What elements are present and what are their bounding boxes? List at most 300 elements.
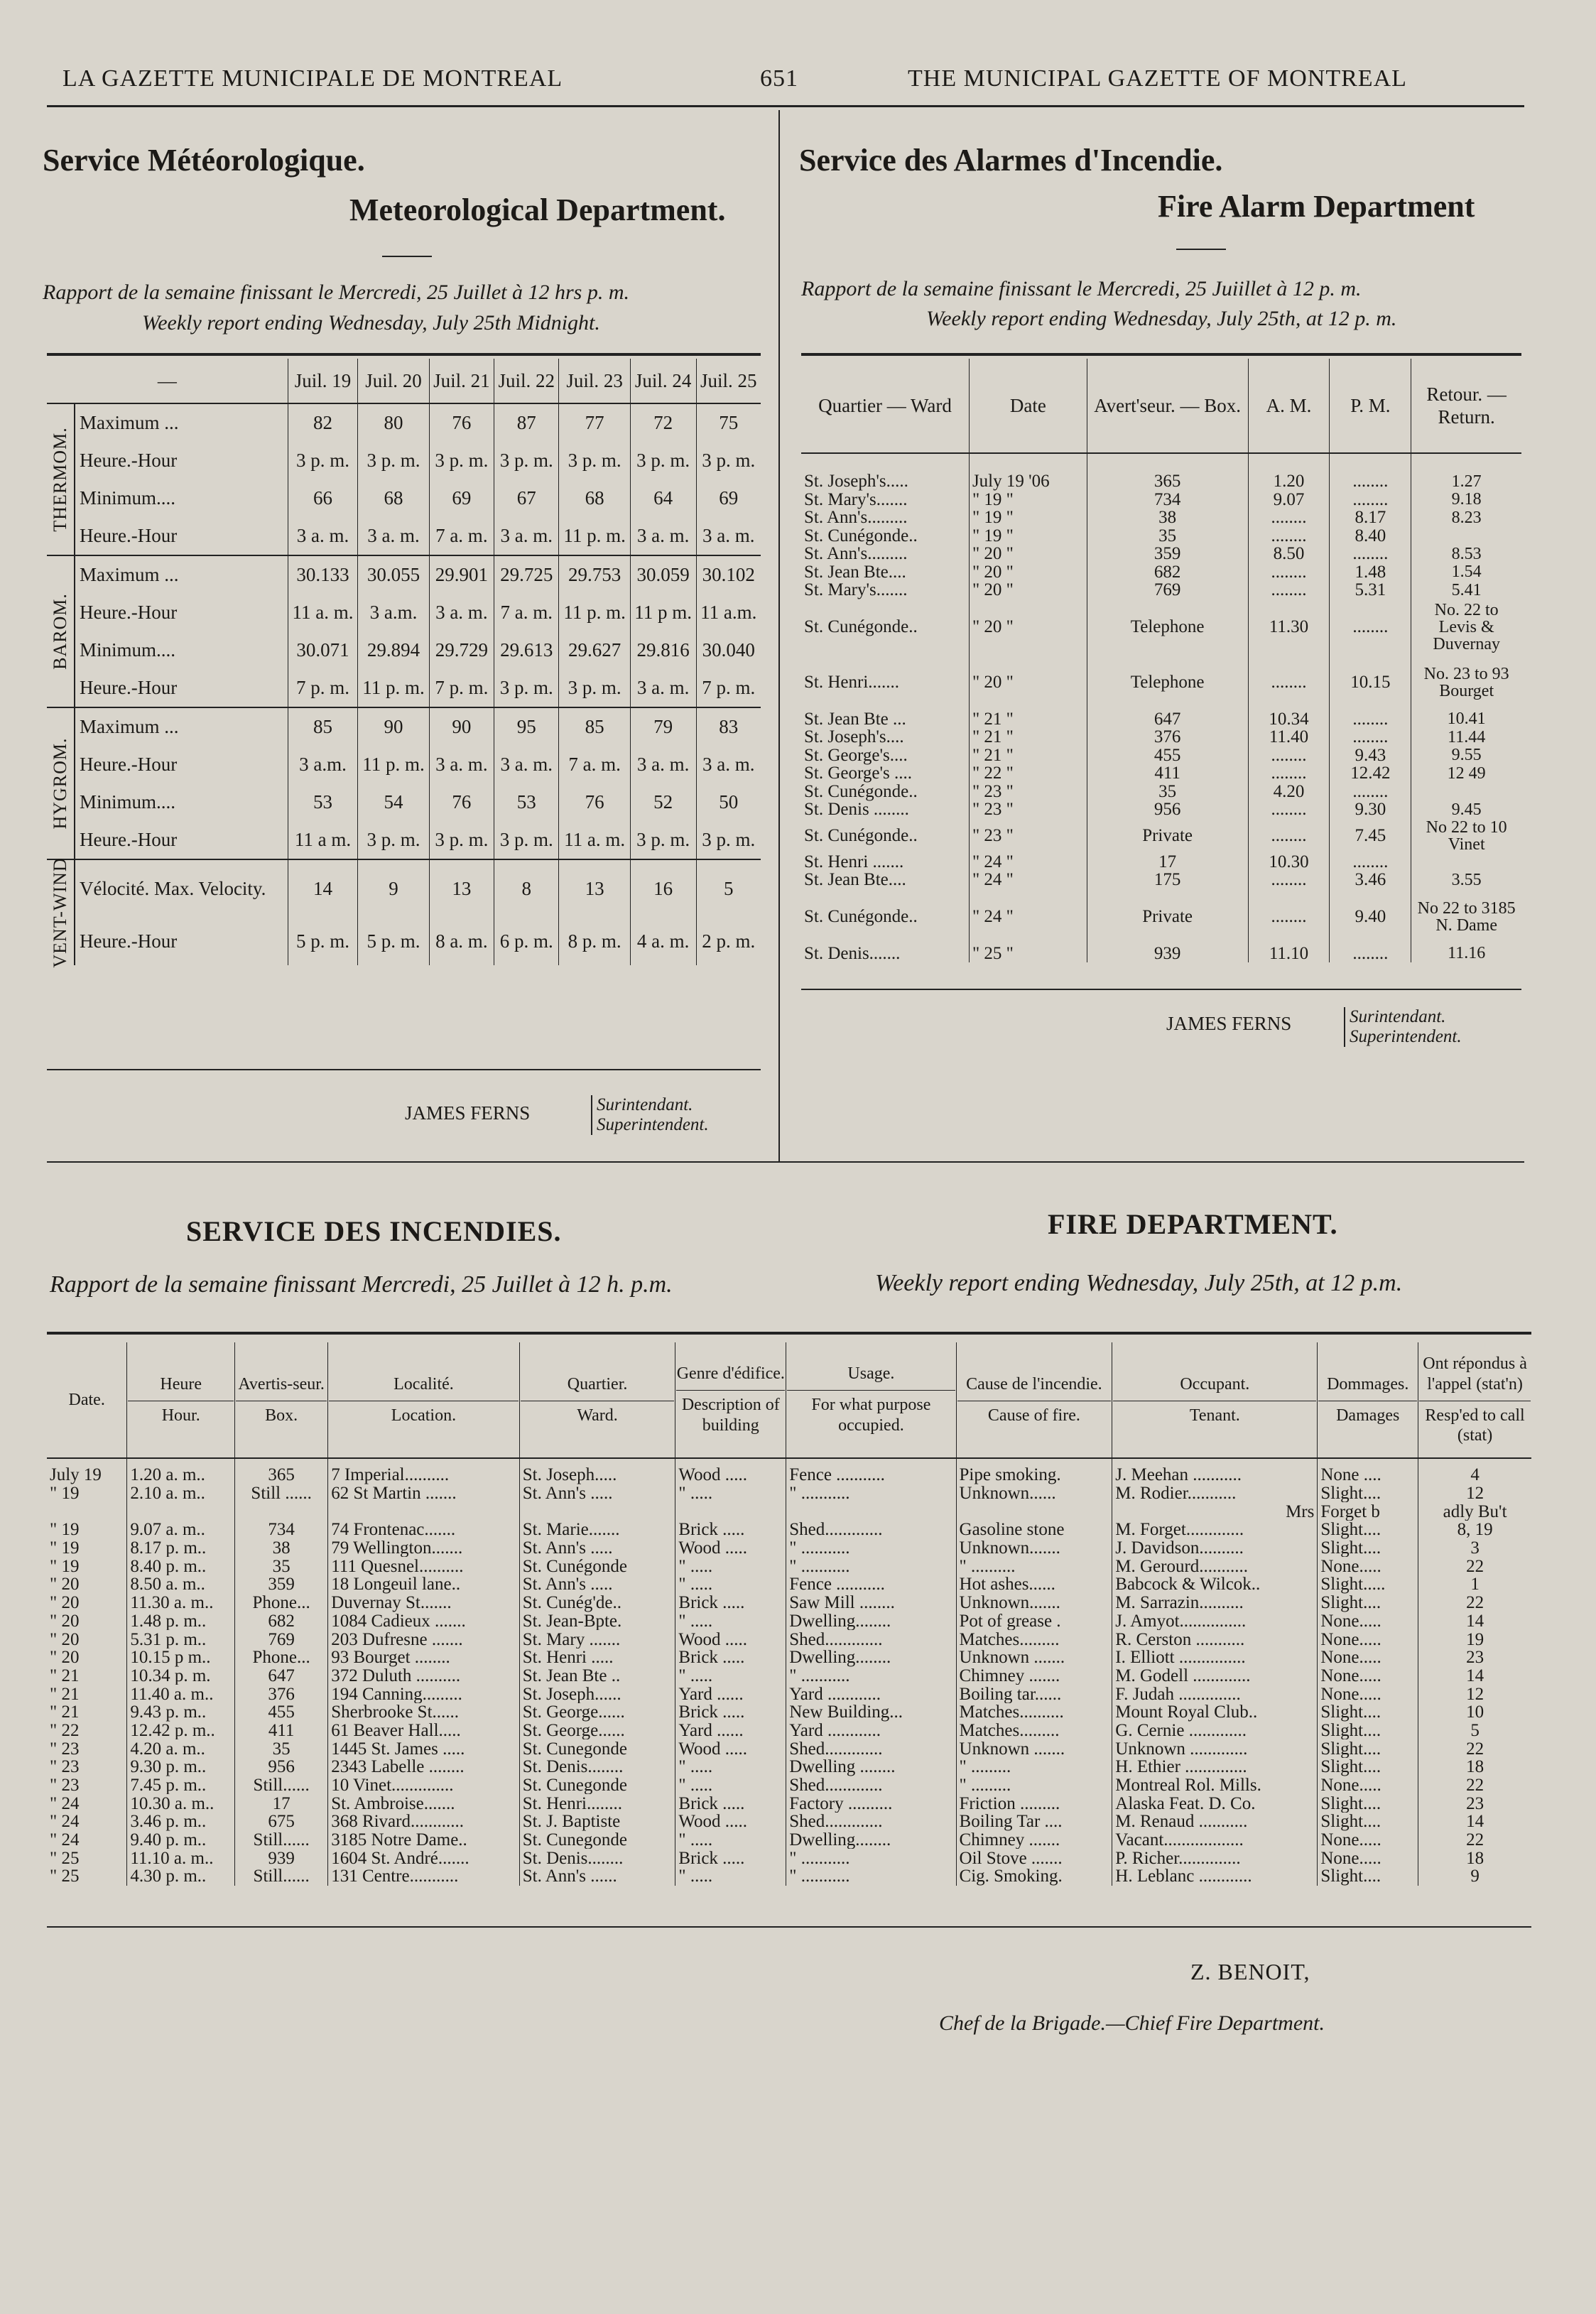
fire-cell: 9.30 p. m.. <box>127 1758 235 1776</box>
fire-cell: " ..... <box>675 1776 786 1795</box>
alarm-cell: 8.53 <box>1411 545 1521 563</box>
meteo-cell: 79 <box>630 707 696 746</box>
meteo-group-label <box>47 707 75 859</box>
fire-cell: 10.15 p m.. <box>127 1648 235 1667</box>
fire-cell: Dwelling........ <box>786 1648 956 1667</box>
fire-cell: J. Davidson.......... <box>1112 1539 1318 1558</box>
meteo-row-label: Maximum ... <box>80 412 179 433</box>
meteo-cell: 72 <box>630 403 696 442</box>
fire-cell: 675 <box>235 1813 328 1831</box>
fire-cell: R. Cerston ........... <box>1112 1630 1318 1648</box>
meteo-cell: 29.725 <box>494 555 559 594</box>
fire-cell: Slight.... <box>1318 1739 1418 1758</box>
meteo-cell: 3 a. m. <box>494 517 559 555</box>
alarm-cell: 682 <box>1087 563 1248 582</box>
fire-cell: St. Henri........ <box>519 1794 675 1813</box>
fire-cell: Dwelling ........ <box>786 1758 956 1776</box>
alarm-cell: " 23 " <box>969 800 1087 819</box>
fire-cell: St. Ann's ..... <box>519 1539 675 1558</box>
fire-cell: St. J. Baptiste <box>519 1813 675 1831</box>
meteo-cell: 3 a. m. <box>630 517 696 555</box>
meteo-row-label: Heure.-Hour <box>80 602 178 623</box>
fire-cell: None..... <box>1318 1685 1418 1703</box>
header-right: THE MUNICIPAL GAZETTE OF MONTREAL <box>908 65 1407 92</box>
meteo-cell: 30.133 <box>288 555 358 594</box>
meteo-cell: 30.055 <box>358 555 429 594</box>
alarm-report-en: Weekly report ending Wednesday, July 25th, at 12 p. m. <box>926 307 1397 330</box>
alarm-row <box>801 581 1521 599</box>
fire-cell: St. Ann's ..... <box>519 1484 675 1503</box>
alarm-cell: " 20 " <box>969 655 1087 710</box>
fire-row <box>47 1867 1531 1886</box>
alarm-cell: ........ <box>1330 545 1411 563</box>
alarm-cell: " 24 " <box>969 889 1087 945</box>
meteo-cell: 3 a.m. <box>358 594 429 631</box>
fire-cell: 22 <box>1418 1831 1531 1849</box>
fire-col-header <box>956 1342 1112 1458</box>
fire-cell: St. Jean Bte .. <box>519 1667 675 1685</box>
meteo-row <box>47 517 761 555</box>
alarm-cell: 4.20 <box>1248 783 1330 801</box>
meteo-group-name: HYGROM. <box>50 737 70 830</box>
meteo-cell: 3 a. m. <box>630 746 696 783</box>
alarm-cell: 12.42 <box>1330 764 1411 783</box>
fire-cell: 93 Bourget ........ <box>328 1648 520 1667</box>
fire-cell: Slight.... <box>1318 1594 1418 1612</box>
fire-cell: 18 Longeuil lane.. <box>328 1575 520 1594</box>
alarm-cell: No 22 to 3185 N. Dame <box>1411 889 1521 945</box>
fire-cell: Unknown....... <box>956 1594 1112 1612</box>
fire-cell: Unknown...... <box>956 1484 1112 1503</box>
meteo-cell: 90 <box>358 707 429 746</box>
fire-cell: 8, 19 <box>1418 1521 1531 1539</box>
column-divider <box>778 110 780 1161</box>
fire-col-subtitle: Hour. <box>128 1401 234 1426</box>
meteo-cell: 5 p. m. <box>288 917 358 965</box>
fire-signature: Z. BENOIT, <box>1190 1959 1310 1984</box>
alarm-cell: 1.54 <box>1411 563 1521 582</box>
fire-cell: Still...... <box>235 1831 328 1849</box>
fire-cell: Slight.... <box>1318 1758 1418 1776</box>
meteo-cell: 76 <box>559 783 630 821</box>
fire-cell: " 24 <box>50 1813 80 1831</box>
meteo-cell: 7 a. m. <box>429 517 494 555</box>
alarm-col-header: Retour. — Return. <box>1411 359 1521 453</box>
fire-cell: " 23 <box>50 1739 80 1758</box>
fire-cell: Slight.... <box>1318 1867 1418 1886</box>
fire-cell: 647 <box>235 1667 328 1685</box>
meteo-sig-en: Superintendent. <box>597 1115 709 1134</box>
meteo-cell: 54 <box>358 783 429 821</box>
fire-row <box>47 1703 1531 1722</box>
fire-cell: " 20 <box>50 1612 80 1631</box>
alarm-col-header: Quartier — Ward <box>801 359 969 453</box>
fire-cell: Yard ............ <box>786 1685 956 1703</box>
fire-cell: " 20 <box>50 1575 80 1594</box>
fire-cell: H. Leblanc ............ <box>1112 1867 1318 1886</box>
meteo-sig-titles <box>591 1095 709 1135</box>
meteo-cell: 11 p m. <box>630 594 696 631</box>
fire-cell: 4.30 p. m.. <box>127 1867 235 1886</box>
fire-cell: Matches......... <box>956 1630 1112 1648</box>
fire-cell: 1.20 a. m.. <box>127 1458 235 1484</box>
fire-cell: 22 <box>1418 1594 1531 1612</box>
fire-col-header <box>47 1342 127 1458</box>
alarm-bottom-rule <box>801 989 1521 990</box>
alarm-cell: " 20 " <box>969 545 1087 563</box>
fire-cell: Pot of grease . <box>956 1612 1112 1631</box>
alarm-cell: St. Cunégonde.. <box>804 617 918 636</box>
meteo-cell: 4 a. m. <box>630 917 696 965</box>
alarm-cell: ........ <box>1248 764 1330 783</box>
meteo-cell: 3 a. m. <box>696 517 761 555</box>
meteo-cell: 52 <box>630 783 696 821</box>
fire-cell: " 21 <box>50 1666 80 1685</box>
fire-cell: July 19 <box>50 1465 102 1484</box>
fire-cell: " ..... <box>675 1867 786 1886</box>
meteo-cell: 29.627 <box>559 631 630 669</box>
alarm-cell: ........ <box>1248 509 1330 527</box>
alarm-cell: St. Cunégonde.. <box>804 781 918 801</box>
alarm-cell: " 24 " <box>969 871 1087 889</box>
fire-cell: " 25 <box>50 1867 80 1886</box>
alarm-cell: ........ <box>1248 563 1330 582</box>
meteo-col-header: Juil. 20 <box>358 359 429 403</box>
section-divider <box>47 1161 1524 1163</box>
fire-cell: Unknown ....... <box>956 1739 1112 1758</box>
meteo-cell: 29.894 <box>358 631 429 669</box>
fire-cell: St. Denis........ <box>519 1758 675 1776</box>
alarm-cell: 956 <box>1087 800 1248 819</box>
fire-col-subtitle: Box. <box>236 1401 327 1426</box>
fire-cell: I. Elliott ............... <box>1112 1648 1318 1667</box>
alarm-cell: 9.30 <box>1330 800 1411 819</box>
alarm-cell: Private <box>1087 889 1248 945</box>
fire-col-subtitle: For what purpose occupied. <box>787 1390 955 1436</box>
fire-cell: Cig. Smoking. <box>956 1867 1112 1886</box>
fire-col-title: Occupant. <box>1180 1374 1250 1394</box>
fire-cell: Brick ..... <box>675 1648 786 1667</box>
meteo-row-label: Heure.-Hour <box>80 450 178 471</box>
fire-cell: Duvernay St....... <box>328 1594 520 1612</box>
alarm-cell: " 20 " <box>969 581 1087 599</box>
alarm-cell: ........ <box>1248 581 1330 599</box>
fire-cell: Brick ..... <box>675 1849 786 1867</box>
fire-cell: 1604 St. André....... <box>328 1849 520 1867</box>
fire-col-subtitle: Description of building <box>676 1390 785 1436</box>
fire-cell: None .... <box>1318 1458 1418 1484</box>
fire-cell: 4.20 a. m.. <box>127 1739 235 1758</box>
fire-cell <box>675 1502 786 1521</box>
meteo-report-en: Weekly report ending Wednesday, July 25th Midnight. <box>142 311 600 335</box>
fire-cell: Unknown ....... <box>956 1648 1112 1667</box>
fire-cell: Matches......... <box>956 1722 1112 1740</box>
meteo-cell: 3 p. m. <box>494 442 559 479</box>
alarm-cell: ........ <box>1248 819 1330 853</box>
alarm-row <box>801 728 1521 746</box>
alarm-report-fr: Rapport de la semaine finissant le Mercredi, 25 Juiillet à 12 p. m. <box>801 277 1362 300</box>
alarm-cell: St. Jean Bte ... <box>804 709 906 729</box>
fire-cell: Shed............. <box>786 1521 956 1539</box>
fire-col-title: Dommages. <box>1327 1374 1409 1394</box>
meteo-cell: 29.901 <box>429 555 494 594</box>
fire-cell: Mrs <box>1112 1502 1318 1521</box>
fire-cell: 12.42 p. m.. <box>127 1722 235 1740</box>
meteo-cell: 3 a. m. <box>630 669 696 707</box>
meteo-cell: 11 a. m. <box>288 594 358 631</box>
alarm-row <box>801 655 1521 710</box>
alarm-cell: 9.07 <box>1248 491 1330 509</box>
alarm-title-rule <box>1176 249 1226 250</box>
meteo-cell: 90 <box>429 707 494 746</box>
alarm-cell: 12 49 <box>1411 764 1521 783</box>
meteo-cell: 83 <box>696 707 761 746</box>
meteo-cell: 5 p. m. <box>358 917 429 965</box>
fire-cell: 35 <box>235 1557 328 1575</box>
meteo-cell: 69 <box>696 479 761 517</box>
meteo-cell: 14 <box>288 859 358 917</box>
fire-row <box>47 1630 1531 1648</box>
fire-cell: Shed............. <box>786 1739 956 1758</box>
fire-cell: " 19 <box>50 1484 80 1503</box>
meteo-cell: 9 <box>358 859 429 917</box>
fire-cell: 131 Centre........... <box>328 1867 520 1886</box>
fire-row <box>47 1849 1531 1867</box>
alarm-cell: ........ <box>1330 728 1411 746</box>
meteo-cell: 2 p. m. <box>696 917 761 965</box>
fire-cell: Boiling tar...... <box>956 1685 1112 1703</box>
meteo-cell: 11 a m. <box>288 821 358 859</box>
fire-cell: Friction ......... <box>956 1794 1112 1813</box>
fire-cell: Wood ..... <box>675 1458 786 1484</box>
fire-row <box>47 1557 1531 1575</box>
fire-cell: St. Ann's ..... <box>519 1575 675 1594</box>
alarm-cell: St. Cunégonde.. <box>804 826 918 845</box>
meteo-cell: 68 <box>559 479 630 517</box>
meteo-cell: 11 p. m. <box>559 594 630 631</box>
alarm-cell: ........ <box>1330 453 1411 491</box>
fire-row <box>47 1521 1531 1539</box>
meteo-col-blank: — <box>47 359 288 403</box>
fire-cell: St. Denis........ <box>519 1849 675 1867</box>
meteo-cell: 30.059 <box>630 555 696 594</box>
fire-cell: " ......... <box>956 1758 1112 1776</box>
fire-cell: 74 Frontenac....... <box>328 1521 520 1539</box>
fire-cell: M. Godell ............. <box>1112 1667 1318 1685</box>
alarm-cell: ........ <box>1330 945 1411 963</box>
alarm-cell: St. Joseph's.... <box>804 727 904 747</box>
fire-cell: Fence ........... <box>786 1458 956 1484</box>
alarm-sig-fr: Surintendant. <box>1350 1007 1446 1026</box>
fire-cell: New Building... <box>786 1703 956 1722</box>
fire-row <box>47 1831 1531 1849</box>
meteo-cell: 3 a. m. <box>429 746 494 783</box>
meteo-cell: 80 <box>358 403 429 442</box>
alarm-cell: 455 <box>1087 746 1248 765</box>
alarm-cell: Telephone <box>1087 655 1248 710</box>
meteo-cell: 11 p. m. <box>358 746 429 783</box>
fire-cell: Yard ...... <box>675 1722 786 1740</box>
fire-cell: St. Cunegonde <box>519 1739 675 1758</box>
alarm-row <box>801 783 1521 801</box>
meteo-row-label: Heure.-Hour <box>80 829 178 850</box>
fire-cell: Brick ..... <box>675 1594 786 1612</box>
meteo-cell: 7 p. m. <box>429 669 494 707</box>
fire-cell: Shed............. <box>786 1776 956 1795</box>
meteo-cell: 3 p. m. <box>358 821 429 859</box>
fire-cell: Wood ..... <box>675 1539 786 1558</box>
fire-cell: None..... <box>1318 1630 1418 1648</box>
fire-col-title: Cause de l'incendie. <box>966 1374 1102 1394</box>
meteo-cell: 64 <box>630 479 696 517</box>
fire-cell: 18 <box>1418 1758 1531 1776</box>
fire-cell: 734 <box>235 1521 328 1539</box>
alarm-row <box>801 453 1521 491</box>
alarm-cell: ........ <box>1330 853 1411 871</box>
fire-cell: " ..... <box>675 1667 786 1685</box>
meteo-row <box>47 442 761 479</box>
meteo-cell: 11 p. m. <box>358 669 429 707</box>
fire-cell: St. Ann's ...... <box>519 1867 675 1886</box>
fire-cell: " ..... <box>675 1557 786 1575</box>
fire-cell: 9.43 p. m.. <box>127 1703 235 1722</box>
fire-cell: Brick ..... <box>675 1794 786 1813</box>
fire-cell: St. Joseph..... <box>519 1458 675 1484</box>
fire-cell: Shed............. <box>786 1813 956 1831</box>
alarm-cell: 10.15 <box>1330 655 1411 710</box>
meteo-cell: 30.102 <box>696 555 761 594</box>
meteo-bottom-rule <box>47 1069 761 1070</box>
alarm-cell: " 19 " <box>969 509 1087 527</box>
fire-cell: None..... <box>1318 1849 1418 1867</box>
alarm-cell: 376 <box>1087 728 1248 746</box>
alarm-cell: St. Cunégonde.. <box>804 526 918 545</box>
fire-cell: None..... <box>1318 1831 1418 1849</box>
alarm-cell: 3.55 <box>1411 871 1521 889</box>
fire-cell: " 19 <box>50 1521 80 1539</box>
fire-cell <box>786 1502 956 1521</box>
fire-cell: " 24 <box>50 1794 80 1813</box>
alarm-cell: 1.48 <box>1330 563 1411 582</box>
alarm-row <box>801 819 1521 853</box>
fire-cell <box>235 1502 328 1521</box>
alarm-cell: 10.41 <box>1411 710 1521 729</box>
fire-cell: 4 <box>1418 1458 1531 1484</box>
fire-cell: 10.34 p. m. <box>127 1667 235 1685</box>
fire-cell: 5.31 p. m.. <box>127 1630 235 1648</box>
fire-col-title: Heure <box>160 1374 202 1394</box>
alarm-title-en: Fire Alarm Department <box>1158 189 1475 224</box>
fire-cell: Hot ashes...... <box>956 1575 1112 1594</box>
meteo-row <box>47 821 761 859</box>
meteo-cell: 82 <box>288 403 358 442</box>
alarm-cell: 175 <box>1087 871 1248 889</box>
meteo-group-label <box>47 403 75 555</box>
alarm-cell: St. Joseph's..... <box>804 472 908 491</box>
fire-cell: 203 Dufresne ....... <box>328 1630 520 1648</box>
meteo-row-label: Heure.-Hour <box>80 677 178 698</box>
fire-cell: 12 <box>1418 1685 1531 1703</box>
alarm-row <box>801 491 1521 509</box>
alarm-cell: " 25 " <box>969 945 1087 963</box>
fire-cell: 10 <box>1418 1703 1531 1722</box>
meteo-cell: 68 <box>358 479 429 517</box>
fire-cell: " 20 <box>50 1648 80 1667</box>
fire-cell: 23 <box>1418 1648 1531 1667</box>
fire-cell: 8.40 p. m.. <box>127 1557 235 1575</box>
fire-cell: Slight.... <box>1318 1722 1418 1740</box>
alarm-cell: 10.30 <box>1248 853 1330 871</box>
meteo-col-header: Juil. 25 <box>696 359 761 403</box>
fire-cell: 3 <box>1418 1539 1531 1558</box>
alarm-cell: " 23 " <box>969 819 1087 853</box>
meteo-cell: 3 a. m. <box>429 594 494 631</box>
meteo-cell: 3 p. m. <box>494 821 559 859</box>
alarm-cell: " 21 " <box>969 746 1087 765</box>
alarm-cell: 647 <box>1087 710 1248 729</box>
fire-cell: 3.46 p. m.. <box>127 1813 235 1831</box>
alarm-row <box>801 800 1521 819</box>
fire-row <box>47 1594 1531 1612</box>
fire-col-header <box>675 1342 786 1458</box>
fire-cell: 194 Canning......... <box>328 1685 520 1703</box>
header-rule <box>47 105 1524 107</box>
fire-cell: 19 <box>1418 1630 1531 1648</box>
fire-cell: 61 Beaver Hall..... <box>328 1722 520 1740</box>
alarm-cell: " 21 " <box>969 728 1087 746</box>
alarm-table <box>801 359 1521 962</box>
meteo-cell: 29.613 <box>494 631 559 669</box>
fire-cell: " 19 <box>50 1557 80 1576</box>
meteo-cell: 50 <box>696 783 761 821</box>
meteo-cell: 3 a. m. <box>494 746 559 783</box>
fire-col-subtitle: Tenant. <box>1113 1401 1316 1426</box>
alarm-cell: 734 <box>1087 491 1248 509</box>
alarm-cell: ........ <box>1330 599 1411 655</box>
alarm-cell: 9.45 <box>1411 800 1521 819</box>
meteo-col-header: Juil. 23 <box>559 359 630 403</box>
fire-cell: 8.50 a. m.. <box>127 1575 235 1594</box>
fire-cell: P. Richer.............. <box>1112 1849 1318 1867</box>
meteo-row <box>47 669 761 707</box>
fire-col-title: Usage. <box>847 1364 895 1384</box>
fire-cell: " ........... <box>786 1667 956 1685</box>
fire-cell: " ..... <box>675 1758 786 1776</box>
fire-cell: Still...... <box>235 1867 328 1886</box>
alarm-cell: 8.50 <box>1248 545 1330 563</box>
alarm-cell: 9.55 <box>1411 746 1521 765</box>
fire-row <box>47 1612 1531 1631</box>
fire-row <box>47 1575 1531 1594</box>
alarm-cell: July 19 '06 <box>969 453 1087 491</box>
meteo-col-header: Juil. 22 <box>494 359 559 403</box>
alarm-cell: 5.41 <box>1411 581 1521 599</box>
alarm-cell: " 23 " <box>969 783 1087 801</box>
fire-cell: Brick ..... <box>675 1703 786 1722</box>
meteo-row <box>47 707 761 746</box>
meteo-cell: 8 <box>494 859 559 917</box>
fire-cell: Boiling Tar .... <box>956 1813 1112 1831</box>
fire-cell: St. Cunegonde <box>519 1831 675 1849</box>
fire-cell: " 21 <box>50 1685 80 1703</box>
meteo-row <box>47 783 761 821</box>
meteo-cell: 29.816 <box>630 631 696 669</box>
alarm-cell: 3.46 <box>1330 871 1411 889</box>
fire-cell: adly Bu't <box>1418 1502 1531 1521</box>
alarm-col-header: Date <box>969 359 1087 453</box>
meteo-cell: 53 <box>494 783 559 821</box>
meteo-cell: 7 p. m. <box>696 669 761 707</box>
